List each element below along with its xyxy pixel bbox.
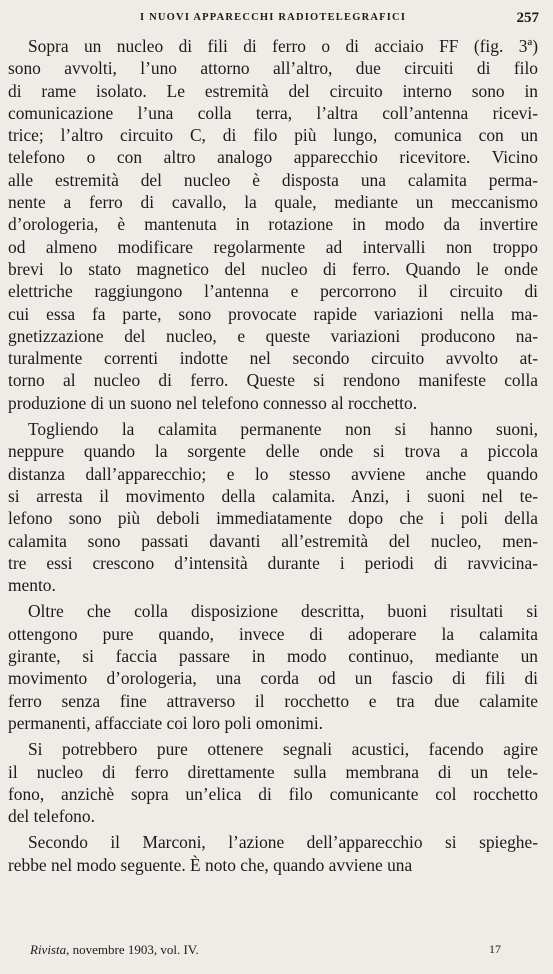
text-line: elettriche raggiungono l’antenna e percorrono il circuito di (8, 281, 538, 302)
text-line: calamita sono passati davanti all’estremità del nucleo, men- (8, 530, 538, 551)
text-line: telefono o con altro analogo apparecchio ricevitore. Vicino (8, 147, 538, 168)
text-line: Togliendo la calamita permanente non si hanno suoni, (28, 419, 538, 440)
running-title: I NUOVI APPARECCHI RADIOTELEGRAFICI (140, 12, 407, 23)
text-line: alle estremità del nucleo è disposta una calamita perma- (8, 169, 538, 190)
text-line: girante, si faccia passare in modo continuo, mediante un (8, 646, 538, 667)
paragraph (8, 738, 538, 827)
running-head (0, 10, 553, 30)
text-line: di rame isolato. Le estremità del circuito interno sono in (8, 80, 538, 101)
footer-citation (30, 942, 199, 958)
text-line: Sopra un nucleo di fili di ferro o di acciaio FF (fig. 3ª) (28, 36, 538, 56)
page-number: 257 (516, 10, 539, 26)
text-line: permanenti, affacciate coi loro poli omonimi. (8, 712, 324, 733)
text-line: turalmente correnti indotte nel secondo circuito avvolto at- (8, 348, 538, 369)
signature-mark: 17 (489, 942, 501, 956)
paragraph (8, 600, 538, 734)
text-line: Secondo il Marconi, l’azione dell’apparecchio si spieghe- (28, 832, 538, 853)
paragraph (8, 418, 538, 596)
text-line: comunicazione l’una colla terra, l’altra coll’antenna ricevi- (8, 102, 538, 123)
text-line: nente a ferro di cavallo, la quale, mediante un meccanismo (8, 192, 538, 213)
text-line: rebbe nel modo seguente. È noto che, quando avviene una (8, 854, 413, 875)
paragraph (8, 831, 538, 876)
text-line: lefono sono più deboli immediatamente dopo che i poli della (8, 508, 538, 529)
text-line: si arresta il movimento della calamita. Anzi, i suoni nel te- (8, 485, 538, 506)
issue-reference: , novembre 1903, vol. IV. (66, 942, 199, 957)
text-line: Oltre che colla disposizione descritta, buoni risultati si (28, 601, 538, 622)
text-line: mento. (8, 575, 56, 596)
paragraph (8, 35, 538, 414)
text-line: produzione di un suono nel telefono connesso al rocchetto. (8, 392, 418, 413)
text-line: movimento d’orologeria, una corda od un fascio di fili di (8, 668, 538, 689)
text-line: trice; l’altro circuito C, di filo più lungo, comunica con un (8, 125, 538, 146)
text-line: tre essi crescono d’intensità durante i periodi di ravvicina- (8, 552, 538, 573)
text-line: gnetizzazione del nucleo, e queste variazioni producono na- (8, 325, 538, 346)
text-line: od almeno modificare regolarmente ad intervalli non troppo (8, 236, 538, 257)
text-line: fono, anzichè sopra un’elica di filo comunicante col rocchetto (8, 783, 538, 804)
text-line: brevi lo stato magnetico del nucleo di ferro. Quando le onde (8, 258, 538, 279)
text-line: il nucleo di ferro direttamente sulla membrana di un tele- (8, 761, 538, 782)
text-line: torno al nucleo di ferro. Queste si rendono manifeste colla (8, 370, 538, 391)
text-line: d’orologeria, è mantenuta in rotazione in modo da invertire (8, 214, 538, 235)
text-line: sono avvolti, l’uno attorno all’altro, due circuiti di filo (8, 58, 538, 79)
page-footer (0, 942, 553, 964)
text-line: neppure quando la sorgente delle onde si trova a piccola (8, 441, 538, 462)
text-line: distanza dall’apparecchio; e lo stesso avviene anche quando (8, 463, 538, 484)
text-line: cui essa fa parte, sono provocate rapide variazioni nella ma- (8, 303, 538, 324)
text-line: Si potrebbero pure ottenere segnali acustici, facendo agire (28, 739, 538, 760)
text-line: ferro senza fine attraverso il rocchetto e tra due calamite (8, 690, 538, 711)
text-line: ottengono pure quando, invece di adoperare la calamita (8, 623, 538, 644)
body-text (8, 35, 538, 876)
text-line: del telefono. (8, 806, 95, 827)
journal-name: Rivista (30, 942, 67, 957)
